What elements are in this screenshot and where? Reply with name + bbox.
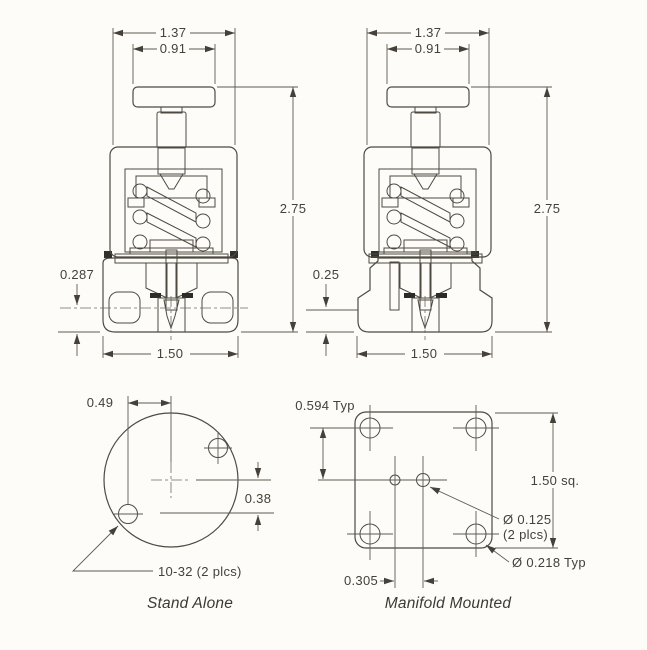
caption-stand-alone: Stand Alone — [146, 595, 234, 612]
side-port-left — [109, 292, 140, 323]
valve-upper-assembly — [110, 87, 237, 263]
dim-base-offset: 0.25 — [312, 267, 340, 282]
dim-port-dia: Ø 0.125 — [503, 512, 552, 527]
dim-cap-width: 1.37 — [414, 25, 442, 40]
dim-base-width: 1.50 — [156, 346, 184, 361]
dim-port-spacing: 0.305 — [343, 573, 379, 588]
side-port-right — [202, 292, 233, 323]
bottom-view-manifold — [295, 398, 586, 612]
dim-port-offset: 0.287 — [59, 267, 95, 282]
internal-passage — [390, 262, 399, 310]
thread-leader-line — [73, 526, 153, 571]
dim-mount-dia: Ø 0.218 Typ — [512, 555, 586, 570]
dim-knob-width: 0.91 — [414, 41, 442, 56]
dim-height: 2.75 — [533, 201, 561, 216]
dim-height: 2.75 — [279, 201, 307, 216]
dim-row-offset: 0.594 Typ — [295, 398, 355, 413]
caption-manifold-mounted: Manifold Mounted — [384, 595, 512, 612]
dim-port-dia-qty: (2 plcs) — [503, 527, 549, 542]
dimensions-manifold-front — [306, 25, 566, 361]
dimensions-manifold-bottom — [295, 398, 586, 588]
front-view-stand-alone — [58, 25, 312, 361]
dim-base-width: 1.50 — [410, 346, 438, 361]
dim-cap-width: 1.37 — [159, 25, 187, 40]
port-dia-leader — [430, 487, 499, 519]
dimensions-stand-alone-bottom — [73, 395, 274, 579]
bottom-view-stand-alone — [73, 395, 274, 612]
dim-hole-x: 0.49 — [86, 395, 114, 410]
thread-callout: 10-32 (2 plcs) — [158, 564, 242, 579]
valve-upper-assembly — [364, 87, 491, 263]
front-view-manifold — [306, 25, 566, 361]
dim-hole-y: 0.38 — [244, 491, 272, 506]
dim-plate-size: 1.50 sq. — [530, 473, 580, 488]
dim-knob-width: 0.91 — [159, 41, 187, 56]
